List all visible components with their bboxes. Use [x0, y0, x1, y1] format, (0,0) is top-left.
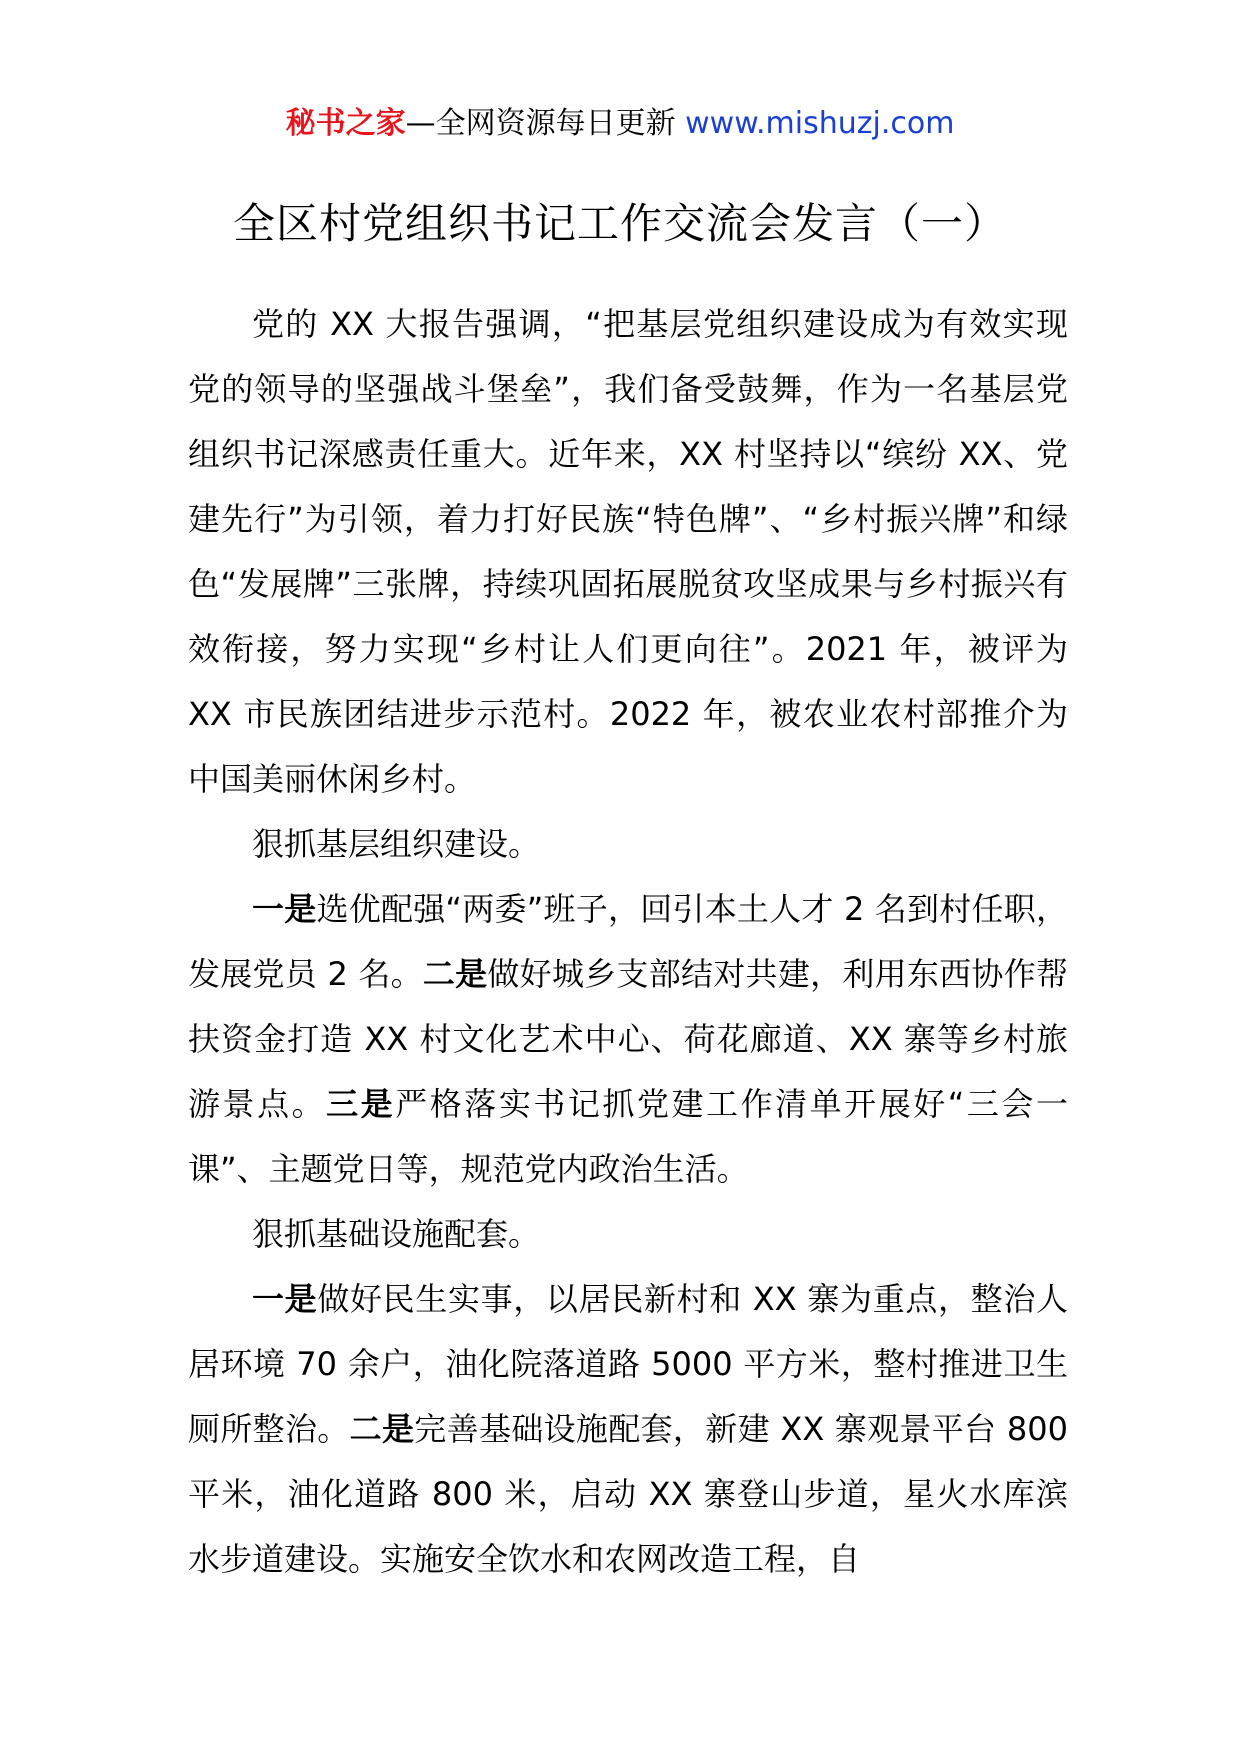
- header-tagline: —全网资源每日更新: [405, 106, 686, 141]
- point-marker: 二是: [422, 955, 488, 993]
- intro-text: 党的 XX 大报告强调，“把基层党组织建设成为有效实现党的领导的坚强战斗堡垒”，我们备受鼓舞，作为一名基层党组织书记深感责任重大。近年来，XX 村坚持以“缤纷 XX、党建先行”为引领，着力打好民族“特色牌”、“乡村振兴牌”和绿色“发展牌”三张牌，持续巩固拓展脱贫攻坚成果与乡村振兴有效衔接，努力实现“乡村让人们更向往”。2021 年，被评为 XX 市民族团结进步示范村。2022 年，被农业农村部推介为中国美丽休闲乡村。: [188, 305, 1068, 798]
- section-heading: [188, 812, 1068, 877]
- point-text: 选优配强“两委”班子，回引本土人才 2 名到村任职，发展党员 2 名。: [188, 890, 1068, 993]
- document-title: 全区村党组织书记工作交流会发言（一）: [232, 199, 1007, 248]
- section-paragraph: [188, 877, 1068, 1202]
- intro-paragraph: [188, 292, 1068, 812]
- point-text: 做好民生实事，以居民新村和 XX 寨为重点，整治人居环境 70 余户，油化院落道路 5000 平方米，整村推进卫生厕所整治。: [188, 1280, 1068, 1448]
- section-heading-text: 狠抓基础设施配套。: [252, 1215, 541, 1253]
- point-text: 严格落实书记抓党建工作清单开展好“三会一课”、主题党日等，规范党内政治生活。: [188, 1085, 1068, 1188]
- brand-name: 秘书之家: [285, 106, 406, 141]
- site-url-link[interactable]: www.mishuzj.com: [685, 106, 955, 141]
- document-body: [188, 292, 1068, 1592]
- point-text: 完善基础设施配套，新建 XX 寨观景平台 800 平米，油化道路 800 米，启动 XX 寨登山步道，星火水库滨水步道建设。实施安全饮水和农网改造工程，自: [188, 1410, 1068, 1578]
- point-marker: 二是: [349, 1410, 415, 1448]
- section-paragraph: [188, 1267, 1068, 1592]
- point-text: 做好城乡支部结对共建，利用东西协作帮扶资金打造 XX 村文化艺术中心、荷花廊道、XX 寨等乡村旅游景点。: [188, 955, 1068, 1123]
- point-marker: 一是: [252, 890, 317, 928]
- point-marker: 三是: [326, 1085, 396, 1123]
- point-marker: 一是: [252, 1280, 318, 1318]
- section-heading: [188, 1202, 1068, 1267]
- site-header: [0, 104, 1240, 144]
- section-heading-text: 狠抓基层组织建设。: [252, 825, 541, 863]
